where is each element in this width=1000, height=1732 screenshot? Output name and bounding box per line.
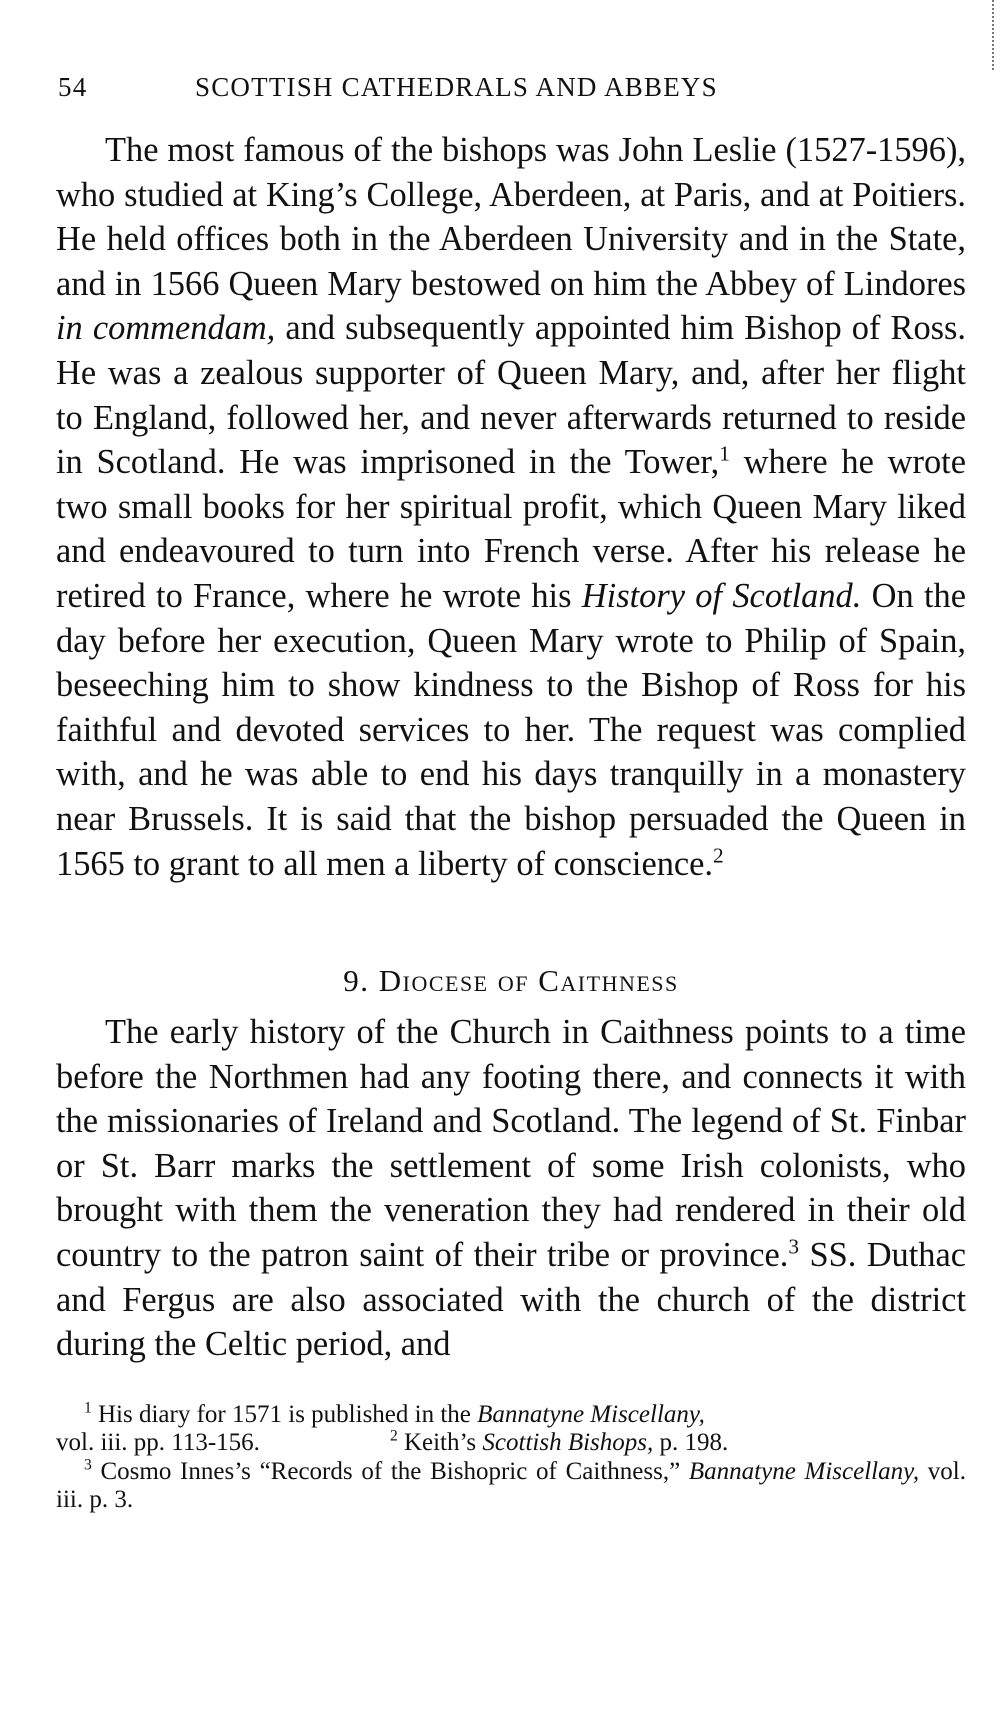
footnote-ref-2: 2 bbox=[713, 843, 724, 868]
paragraph-leslie-part-b: and subsequently appointed him Bishop of Ross. He was a zealous supporter of Queen Mary, and, after her flight to England, followed her, and never afterwards returned to reside in Scotland. He was imprisoned in the Tower, bbox=[56, 309, 967, 482]
footnotes bbox=[56, 1401, 966, 1515]
book-page bbox=[56, 52, 966, 1515]
body-text bbox=[56, 128, 966, 1367]
footnote-3-mark: 3 bbox=[84, 1456, 92, 1474]
footnote-1-italic: Bannatyne Miscellany, bbox=[477, 1400, 705, 1428]
footnote-3-italic: Bannatyne Miscellany, bbox=[688, 1457, 920, 1485]
footnote-ref-1: 1 bbox=[719, 441, 730, 466]
scan-margin-marks bbox=[988, 0, 994, 70]
footnote-1-text: His diary for 1571 is published in the bbox=[98, 1400, 478, 1428]
paragraph-caithness bbox=[56, 1010, 966, 1367]
running-head bbox=[56, 52, 966, 102]
italic-in-commendam: in commendam, bbox=[56, 309, 276, 348]
paragraph-caithness-part-a: The early history of the Church in Caithness points to a time before the Northmen had any footing there, and connects it with the missionaries of Ireland and Scotland. The legend of St. Finbar or St. Barr marks the settlement of some Irish colonists, who brought with them the veneration they had rendered in their old country to the patron saint of their tribe or province. bbox=[56, 1013, 966, 1275]
running-title: SCOTTISH CATHEDRALS AND ABBEYS bbox=[195, 72, 718, 102]
footnote-ref-3: 3 bbox=[788, 1234, 800, 1259]
page-number: 54 bbox=[58, 72, 88, 102]
footnote-2-mark: 2 bbox=[389, 1428, 398, 1446]
footnote-2-italic: Scottish Bishops, bbox=[482, 1429, 654, 1457]
italic-history-of-scotland: History of Scotland. bbox=[581, 576, 862, 615]
footnote-3-text: Cosmo Innes’s “Records of the Bishopric of Caithness,” bbox=[100, 1457, 689, 1485]
footnote-2-text: Keith’s bbox=[403, 1429, 483, 1457]
paragraph-caithness-part-b: SS. Duthac and Fergus are also associated with the church of the district during the Celtic period, and bbox=[56, 1236, 967, 1364]
footnote-line-2 bbox=[56, 1429, 966, 1458]
paragraph-leslie-part-c: where he wrote two small books for her spiritual profit, which Queen Mary liked and endeavoured to turn into French verse. After his release he retired to France, where he wrote his bbox=[56, 443, 966, 615]
section-heading: 9. Diocese of Caithness bbox=[343, 963, 679, 999]
paragraph-leslie-part-d: On the day before her execution, Queen Mary wrote to Philip of Spain, beseeching him to show kindness to the Bishop of Ross for his faithful and devoted services to her. The request was complied with, and he was able to end his days tranquilly in a monastery near Brussels. It is said that the bishop persuaded the Queen in 1565 to grant to all men a liberty of conscience. bbox=[56, 576, 966, 883]
footnote-3-text-end: vol. iii. p. 3. bbox=[56, 1457, 966, 1514]
footnote-2 bbox=[390, 1429, 728, 1458]
footnote-1 bbox=[56, 1401, 966, 1430]
footnote-1-mark: 1 bbox=[84, 1399, 92, 1417]
paragraph-leslie-part-a: The most famous of the bishops was John Leslie (1527-1596), who studied at King’s College, Aberdeen, at Paris, and at Poitiers. He held offices both in the Aberdeen University and in the State, and in 1566 Queen Mary bestowed on him the Abbey of Lindores bbox=[56, 131, 966, 303]
footnote-2-text-end: p. 198. bbox=[653, 1429, 729, 1457]
footnote-1-continued: vol. iii. pp. 113-156. bbox=[56, 1429, 260, 1457]
paragraph-leslie bbox=[56, 128, 966, 886]
footnote-3 bbox=[56, 1458, 966, 1515]
